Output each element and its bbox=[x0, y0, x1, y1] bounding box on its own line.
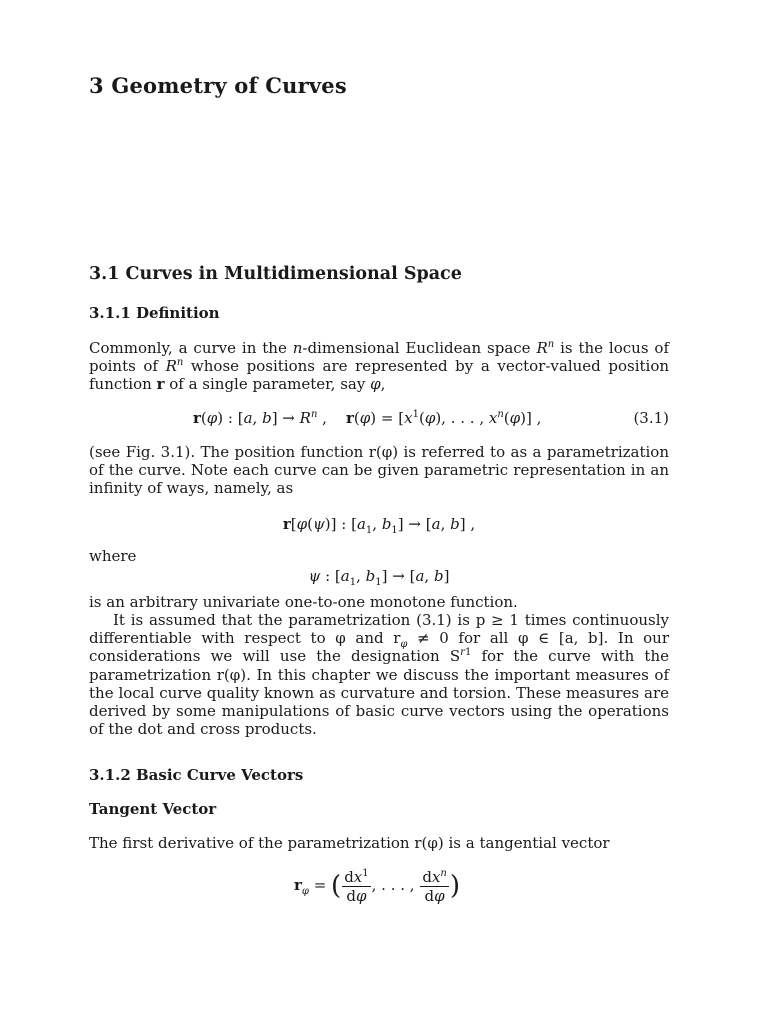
equation-number-3-1: (3.1) bbox=[633, 409, 669, 427]
equation-psi: ψ : [$a_1$, $b_1] \to [a$, b] bbox=[308, 567, 450, 588]
chapter-title: 3 Geometry of Curves bbox=[89, 73, 347, 98]
where-text: where bbox=[89, 547, 137, 565]
definition-paragraph-2: (see Fig. 3.1). The position function r(φ) is referred to as a parametrization of the curve. Note each curve can be given parametric representation in an infinity of ways, namely, as bbox=[89, 443, 669, 498]
definition-paragraph-4: It is assumed that the parametrization (3.1) is p ≥ 1 times continuously differentiable with respect to φ and $r_\varphi \ne 0$ for all φ ∈ [a, b]. In our considerations we will use the designation $S^{r1}$ for the curve with the parametrization r(φ). In this chapter we discuss the important measures of the local curve quality known as curvature and torsion. These measures are derived by some manipulations of basic curve vectors using the operations of the dot and cross products. bbox=[89, 611, 669, 739]
tangent-sentence: The first derivative of the parametrization r(φ) is a tangential vector bbox=[89, 834, 610, 852]
definition-paragraph-3: is an arbitrary univariate one-to-one monotone function. bbox=[89, 593, 518, 611]
equation-tangent-vector: $r_\varphi$ = ( $\frac{dx^1}{d\varphi}$ , . . . , $\frac{dx^n}{d\varphi}$ ) bbox=[294, 867, 461, 905]
equation-reparametrization: r[φ(ψ)] : [$a_1$, $b_1] \to [a$, b] , bbox=[282, 515, 476, 536]
equation-3-1: r(φ) : [a, $b] \to R^n$ , $r(\varphi) = [x^1(\varphi)$, . . . , $x^n(\varphi)$] , bbox=[193, 409, 542, 427]
paragraph-heading-tangent-vector: Tangent Vector bbox=[89, 800, 217, 818]
definition-paragraph-1: Commonly, a curve in the n-dimensional Euclidean space $R^n$ is the locus of points of $R^n$ whose positions are represented by a vector-valued position function r of a single parameter, say φ, bbox=[89, 339, 670, 394]
section-heading: 3.1 Curves in Multidimensional Space bbox=[89, 264, 462, 284]
subsection-heading-basic-curve-vectors: 3.1.2 Basic Curve Vectors bbox=[89, 766, 304, 784]
subsection-heading-definition: 3.1.1 Definition bbox=[89, 304, 220, 322]
